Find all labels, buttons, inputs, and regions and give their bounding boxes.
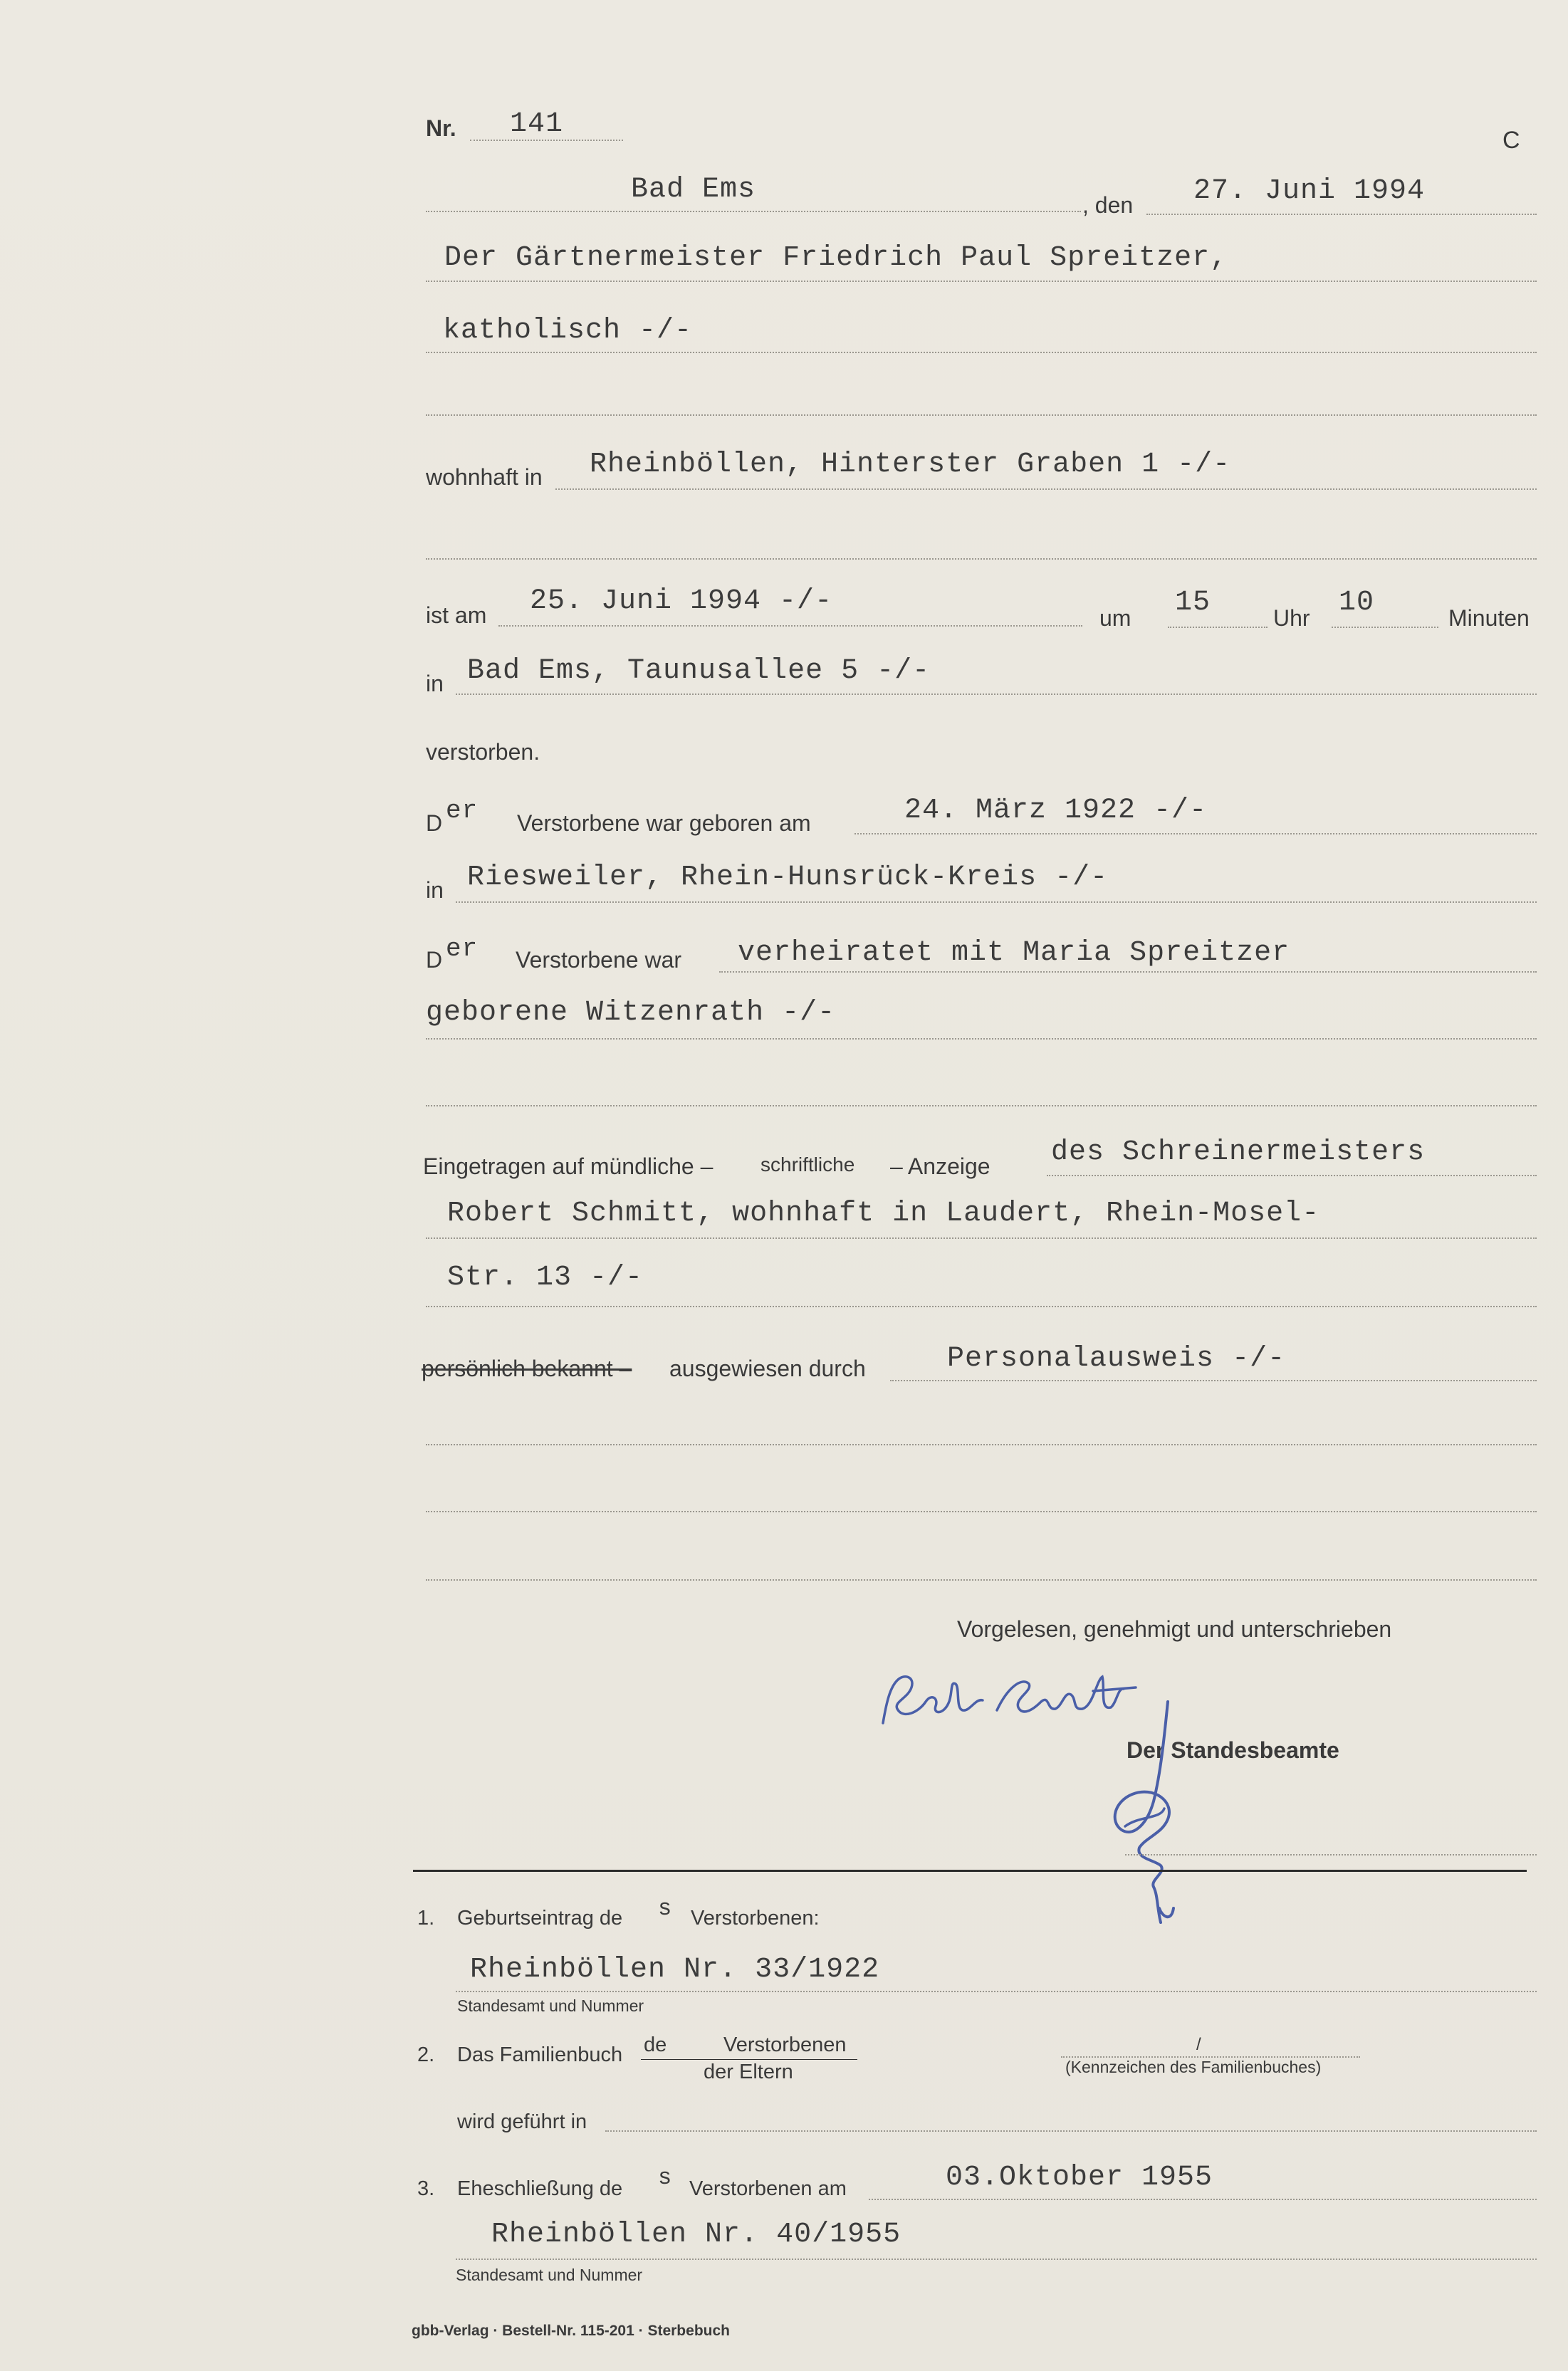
rule: [426, 281, 1537, 282]
vorgelesen-label: Vorgelesen, genehmigt und unterschrieben: [957, 1616, 1392, 1642]
rule: [498, 625, 1082, 627]
rule: [1146, 214, 1537, 215]
rule: [456, 693, 1537, 695]
item-2-gefuehrt: wird geführt in: [457, 2110, 587, 2133]
married-label: Verstorbene war: [516, 947, 682, 973]
schriftliche-struck: schriftliche: [761, 1153, 855, 1176]
bekannt-struck: persönlich bekannt –: [422, 1356, 632, 1381]
separator-line: [413, 1870, 1527, 1872]
marriage-date: 03.Oktober 1955: [946, 2162, 1213, 2194]
item-1-number: 1.: [417, 1907, 435, 1930]
ist-am-label: ist am: [426, 602, 487, 628]
rule: [426, 1306, 1537, 1307]
verstorben-label: verstorben.: [426, 739, 540, 765]
den-label: , den: [1082, 192, 1134, 218]
residence-value: Rheinböllen, Hinterster Graben 1 -/-: [590, 449, 1231, 481]
nr-label: Nr.: [426, 115, 456, 141]
fraction-line: [641, 2059, 857, 2060]
item-1-caption: Standesamt und Nummer: [457, 1996, 644, 2015]
birth-place: Riesweiler, Rhein-Hunsrück-Kreis -/-: [467, 862, 1109, 894]
death-hour: 15: [1175, 587, 1211, 619]
married-suffix: er: [446, 934, 479, 963]
death-place-in-label: in: [426, 671, 444, 696]
registry-place: Bad Ems: [631, 174, 756, 206]
informant-line-3: Str. 13 -/-: [447, 1262, 644, 1294]
birth-date: 24. März 1922 -/-: [904, 795, 1208, 827]
item-1-label-b: Verstorbenen:: [691, 1907, 820, 1930]
rule: [426, 1237, 1537, 1239]
rule: [1332, 627, 1438, 628]
rule: [426, 352, 1537, 353]
rule: [456, 1991, 1537, 1992]
rule: [890, 1380, 1537, 1381]
rule: [456, 901, 1537, 903]
minuten-label: Minuten: [1448, 605, 1530, 631]
rule: [719, 971, 1537, 973]
rule: [470, 140, 623, 141]
death-date: 25. Juni 1994 -/-: [530, 585, 833, 617]
birth-entry-value: Rheinböllen Nr. 33/1922: [470, 1954, 880, 1986]
death-minutes: 10: [1339, 587, 1375, 619]
rule: [605, 2130, 1537, 2132]
item-2-kennzeichen: (Kennzeichen des Familienbuches): [1065, 2058, 1322, 2076]
deceased-name-line: Der Gärtnermeister Friedrich Paul Spreitzer,: [444, 242, 1228, 274]
anzeige-label: – Anzeige: [890, 1153, 991, 1179]
corner-mark: C: [1502, 127, 1520, 154]
rule: [1168, 627, 1268, 628]
born-suffix: er: [446, 796, 479, 825]
item-2-number: 2.: [417, 2043, 435, 2066]
record-number: 141: [510, 108, 564, 140]
item-3-suffix: s: [658, 2165, 673, 2191]
standesbeamte-label: Der Standesbeamte: [1127, 1737, 1339, 1763]
item-3-label: Eheschließung de: [457, 2177, 623, 2200]
registrar-signature: [1082, 1695, 1225, 1937]
married-prefix: D: [426, 947, 443, 973]
rule: [456, 2259, 1537, 2260]
marriage-entry-value: Rheinböllen Nr. 40/1955: [491, 2219, 901, 2251]
rule: [426, 414, 1537, 416]
rule: [1047, 1175, 1537, 1176]
rule: [426, 1511, 1537, 1512]
wohnhaft-label: wohnhaft in: [426, 464, 543, 490]
informant-line-1: des Schreinermeisters: [1051, 1136, 1426, 1168]
rule: [426, 1579, 1537, 1581]
spouse-birth-name: geborene Witzenrath -/-: [426, 997, 836, 1029]
rule: [854, 833, 1537, 834]
item-2-label: Das Familienbuch: [457, 2043, 623, 2066]
item-1-label: Geburtseintrag de: [457, 1907, 623, 1930]
marital-status: verheiratet mit Maria Spreitzer: [738, 937, 1290, 969]
rule: [426, 211, 1081, 212]
rule: [426, 558, 1537, 560]
rule: [869, 2199, 1537, 2200]
rule: [426, 1038, 1537, 1040]
rule: [426, 1444, 1537, 1445]
informant-line-2: Robert Schmitt, wohnhaft in Laudert, Rhein-Mosel-: [447, 1198, 1320, 1230]
item-2-option-bottom: der Eltern: [704, 2061, 793, 2083]
um-label: um: [1099, 605, 1131, 631]
eingetragen-label: Eingetragen auf mündliche –: [423, 1153, 714, 1179]
born-in-label: in: [426, 877, 444, 903]
item-1-suffix: s: [658, 1895, 673, 1922]
uhr-label: Uhr: [1273, 605, 1310, 631]
item-3-caption: Standesamt und Nummer: [456, 2266, 643, 2284]
item-2-de: de: [644, 2034, 667, 2056]
death-place: Bad Ems, Taunusallee 5 -/-: [467, 655, 931, 687]
born-label: Verstorbene war geboren am: [517, 810, 811, 836]
item-3-label-b: Verstorbenen am: [689, 2177, 847, 2200]
rule: [555, 488, 1537, 490]
id-document: Personalausweis -/-: [947, 1343, 1286, 1375]
item-3-number: 3.: [417, 2177, 435, 2200]
rule: [1125, 1854, 1537, 1856]
deceased-religion-line: katholisch -/-: [443, 315, 693, 347]
registry-date: 27. Juni 1994: [1193, 175, 1426, 207]
publisher-imprint: gbb-Verlag · Bestell-Nr. 115-201 · Sterbebuch: [412, 2323, 730, 2339]
item-2-slash: /: [1196, 2035, 1201, 2054]
ausgewiesen-label: ausgewiesen durch: [669, 1356, 866, 1381]
born-prefix: D: [426, 810, 443, 836]
rule: [426, 1105, 1537, 1106]
item-2-option-top: Verstorbenen: [723, 2034, 847, 2056]
